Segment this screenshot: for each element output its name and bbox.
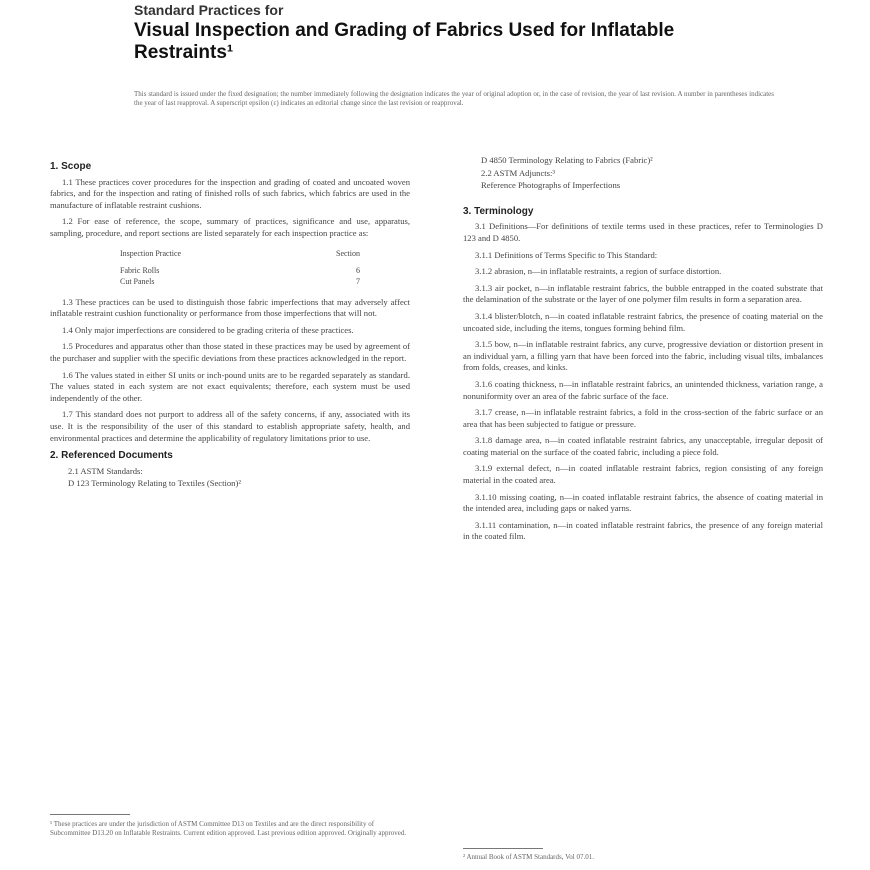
scope-paragraph: 1.2 For ease of reference, the scope, summary of practices, significance and use, apparatus, sampling, procedure, and report sections are listed separately for each inspection practice as: [50,216,410,238]
table-row [120,265,360,276]
terminology-paragraph: 3.1.1 Definitions of Terms Specific to This Standard: [475,249,658,260]
footnote-right: ² Annual Book of ASTM Standards, Vol 07.01. [463,853,594,861]
title-block [134,2,774,64]
terminology-paragraph: 3.1.5 bow, n—in inflatable restraint fabrics, any curve, progressive deviation or distortion present in an individual yarn, a filling yarn that have been forced into the fabric, including visual tilts, imbalances from folds, creases, and kinks. [463,339,823,373]
terminology-paragraph: 3.1.2 abrasion, n—in inflatable restraints, a region of surface distortion. [475,266,722,277]
scope-paragraph: 1.3 These practices can be used to distinguish those fabric imperfections that may adversely affect inflatable restraint cushion functionality or performance from those imperfections that will not. [50,296,410,319]
table-cell-section: 6 [356,265,360,275]
scope-paragraph: 1.1 These practices cover procedures for the inspection and grading of coated and uncoated woven fabrics, and for the inspection and rating of finished rolls of such fabrics, which fabrics are used in the manufacture of inflatable restraint cushions. [50,176,410,210]
table-header-practice: Inspection Practice [120,248,182,258]
table-cell-section: 7 [356,276,360,286]
left-column [50,155,410,491]
terminology-paragraph: 3.1.11 contamination, n—in coated inflatable restraint fabrics, the presence of any foreign material in the coated film. [463,519,823,542]
table-row [120,276,360,287]
standard-line: Standard Practices for [134,2,284,18]
footnote-left: ¹ These practices are under the jurisdiction of ASTM Committee D13 on Textiles and are the direct responsibility of Subcommittee D13.20 on Inflatable Restraints. Current edition approved. Last previous edition approved. Originally approved. [50,820,407,837]
scope-paragraph: 1.6 The values stated in either SI units or inch-pound units are to be regarded separately as standard. The values stated in each system are not exact equivalents; therefore, each system must be used independently of the other. [50,369,410,403]
scope-paragraph: 1.4 Only major imperfections are considered to be grading criteria of these practices. [62,324,354,335]
referenced-documents-heading: 2. Referenced Documents [50,450,173,462]
table-cell-practice: Fabric Rolls [120,265,160,275]
document-title [134,20,774,64]
table-header-section: Section [336,248,360,258]
terminology-paragraph: 3.1.9 external defect, n—in coated inflatable restraint fabrics, region consisting of any foreign material in the coated area. [463,463,823,486]
reference-item: D 123 Terminology Relating to Textiles (Section)² [68,478,241,489]
terminology-paragraph: 3.1.3 air pocket, n—in inflatable restraint fabrics, the bubble entrapped in the coated substrate that the delamination of the substrate or the layer of one polymer film results in form a separation area. [463,282,823,305]
terminology-paragraph: 3.1.8 damage area, n—in coated inflatable restraint fabrics, any unacceptable, irregular deposit of coating material on the surface of the coated fabric, including a piece fold. [463,435,823,457]
scope-paragraph: 1.7 This standard does not purport to address all of the safety concerns, if any, associated with its use. It is the responsibility of the user of this standard to establish appropriate safety, health, and environmental practices and determine the applicability of regulatory limitations prior to use. [50,409,410,443]
footnote-divider [463,848,543,849]
terminology-paragraph: 3.1.10 missing coating, n—in coated inflatable restraint fabrics, the absence of coating material in the intended area, including gaps or naked yarns. [463,491,823,514]
terminology-paragraph: 3.1.4 blister/blotch, n—in coated inflatable restraint fabrics, the presence of coating material on the uncoated side, including the items, tongues forming behind film. [463,310,823,333]
scope-paragraph: 1.5 Procedures and apparatus other than those stated in these practices may be used by agreement of the purchaser and supplier with the specific deviations from these practices acknowledged in the report. [50,341,410,363]
footnote-divider [50,814,130,815]
table-cell-practice: Cut Panels [120,276,155,286]
terminology-paragraph: 3.1 Definitions—For definitions of textile terms used in these practices, refer to Terminologies D 123 and D 4850. [463,221,823,243]
reference-item: 2.2 ASTM Adjuncts:³ [481,167,555,178]
title-line-2: Restraints¹ [134,42,234,63]
terminology-paragraph: 3.1.6 coating thickness, n—in inflatable restraint fabrics, an unintended thickness, variation range, a nonuniformity over an area of the fabric surface of the face. [463,378,823,401]
reference-item: 2.1 ASTM Standards: [68,465,143,476]
terminology-paragraph: 3.1.7 crease, n—in inflatable restraint fabrics, a fold in the cross-section of the fabric surface or an area that has been subjected to fatigue or pressure. [463,407,823,429]
table-header-row [120,248,360,259]
right-column [463,155,823,548]
reference-item: D 4850 Terminology Relating to Fabrics (Fabric)² [481,155,653,165]
terminology-heading: 3. Terminology [463,205,534,217]
scope-heading: 1. Scope [50,161,92,172]
title-line-1: Visual Inspection and Grading of Fabrics Used for Inflatable [134,20,675,41]
inspection-practice-table [120,248,360,287]
reference-item: Reference Photographs of Imperfections [481,180,621,191]
designation-note: This standard is issued under the fixed designation; the number immediately following the designation indicates the year of original adoption or, in the case of revision, the year of last revision. A number in parentheses indicates the year of last reapproval. A superscript epsilon (ε) indicates an editorial change since the last revision or reapproval. [134,90,774,107]
